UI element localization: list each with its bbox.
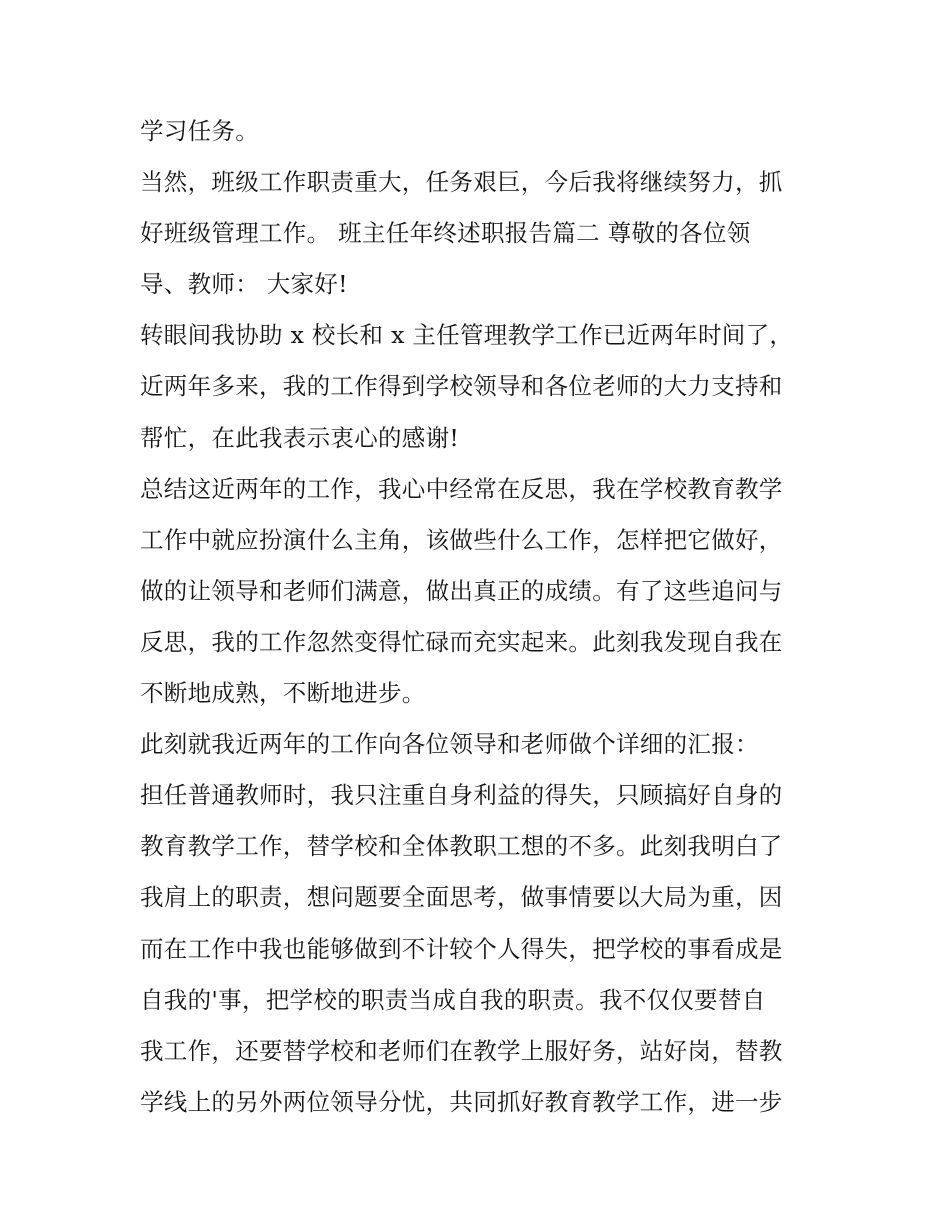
text-line: 学线上的另外两位领导分忧，共同抓好教育教学工作，进一步 bbox=[140, 1087, 783, 1116]
text-line: 工作中就应扮演什么主角，该做些什么工作，怎样把它做好， bbox=[140, 525, 783, 554]
text-line: 近两年多来，我的工作得到学校领导和各位老师的大力支持和 bbox=[140, 372, 783, 401]
text-line: 转眼间我协助 x 校长和 x 主任管理教学工作已近两年时间了， bbox=[140, 321, 794, 350]
text-line: 当然，班级工作职责重大，任务艰巨，今后我将继续努力，抓 bbox=[140, 168, 783, 197]
text-line: 而在工作中我也能够做到不计较个人得失，把学校的事看成是 bbox=[140, 934, 783, 963]
text-line: 好班级管理工作。 班主任年终述职报告篇二 尊敬的各位领 bbox=[140, 219, 751, 248]
text-line: 担任普通教师时，我只注重自身利益的得失，只顾搞好自身的 bbox=[140, 781, 783, 810]
text-line: 不断地成熟，不断地进步。 bbox=[140, 679, 426, 708]
text-line: 学习任务。 bbox=[140, 117, 259, 145]
text-line: 自我的'事，把学校的职责当成自我的职责。我不仅仅要替自 bbox=[140, 985, 766, 1014]
text-line: 此刻就我近两年的工作向各位领导和老师做个详细的汇报： bbox=[140, 730, 759, 759]
text-line: 我肩上的职责，想问题要全面思考，做事情要以大局为重，因 bbox=[140, 883, 783, 912]
text-line: 做的让领导和老师们满意，做出真正的成绩。有了这些追问与 bbox=[140, 576, 783, 605]
text-line: 总结这近两年的工作，我心中经常在反思，我在学校教育教学 bbox=[140, 474, 783, 503]
text-line: 教育教学工作，替学校和全体教职工想的不多。此刻我明白了 bbox=[140, 832, 783, 861]
text-line: 反思，我的工作忽然变得忙碌而充实起来。此刻我发现自我在 bbox=[140, 627, 783, 656]
text-line: 导、教师： 大家好! bbox=[140, 270, 348, 299]
document-body bbox=[140, 106, 820, 1128]
text-line: 帮忙，在此我表示衷心的感谢! bbox=[140, 423, 460, 452]
text-line: 我工作，还要替学校和老师们在教学上服好务，站好岗，替教 bbox=[140, 1036, 783, 1065]
